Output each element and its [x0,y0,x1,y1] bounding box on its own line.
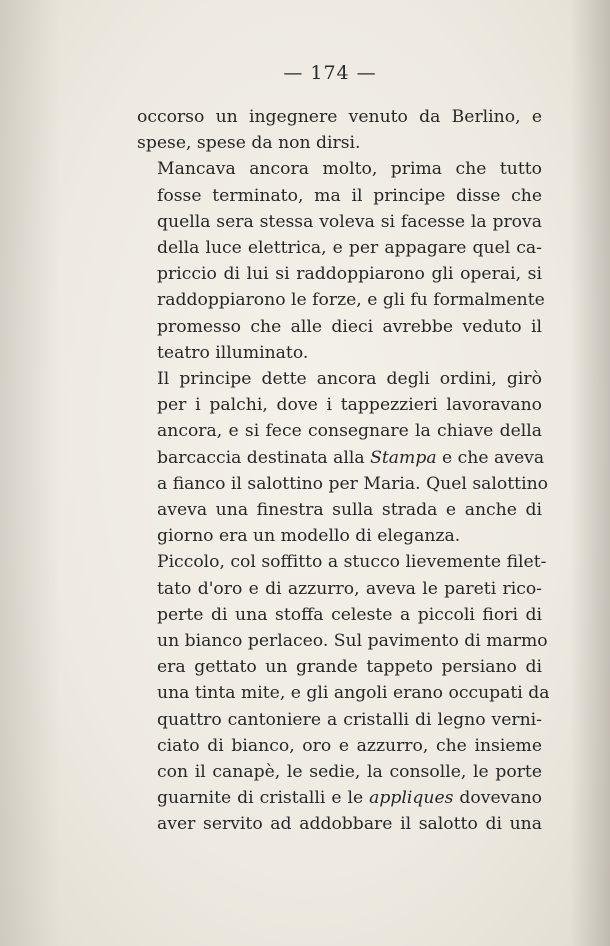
text-line: barcaccia destinata alla Stampa e che aveva [157,447,545,468]
text-line: aver servito ad addobbare il salotto di una [157,814,542,835]
text-line: era gettato un grande tappeto persiano di [157,657,542,678]
text-line: per i palchi, dove i tappezzieri lavoravano [157,395,542,416]
text-line: Mancava ancora molto, prima che tutto [157,159,542,180]
page-number: — 174 — [283,62,377,84]
text-line: una tinta mite, e gli angoli erano occupati da [157,683,550,704]
text-line: fosse terminato, ma il principe disse che [157,185,542,206]
page-shadow-left [0,0,60,946]
body-text [137,104,550,838]
text-line: raddoppiarono le forze, e gli fu formalmente [157,290,545,311]
text-line: perte di una stoffa celeste a piccoli fiori di [157,604,542,625]
text-line: della luce elettrica, e per appagare quel ca- [157,238,542,259]
text-line: guarnite di cristalli e le appliques dovevano [157,788,543,809]
text-line: promesso che alle dieci avrebbe veduto il [157,316,542,337]
text-line: teatro illuminato. [157,342,309,363]
italic-word: Stampa [370,447,437,468]
text-line: occorso un ingegnere venuto da Berlino, e [137,107,542,127]
italic-word: appliques [369,788,454,809]
text-line: quella sera stessa voleva si facesse la prova [157,211,542,232]
paragraph [137,104,542,156]
paragraph [137,156,545,366]
text-line: priccio di lui si raddoppiarono gli operai, si [157,264,542,285]
text-line: spese, spese da non dirsi. [137,133,361,154]
text-line: Piccolo, col soffitto a stucco lievemente filet- [157,552,547,573]
text-line: un bianco perlaceo. Sul pavimento di marmo [157,631,548,652]
text-line: con il canapè, le sedie, la consolle, le porte [157,762,542,783]
text-line: a fianco il salottino per Maria. Quel salottino [157,473,549,494]
paragraph [137,549,550,837]
text-line: ciato di bianco, oro e azzurro, che insieme [157,735,542,756]
text-line: giorno era un modello di eleganza. [157,526,461,547]
text-line: aveva una finestra sulla strada e anche di [157,500,542,521]
text-line: Il principe dette ancora degli ordini, girò [157,369,542,390]
text-line: tato d'oro e di azzurro, aveva le pareti rico- [157,578,542,599]
text-line: quattro cantoniere a cristalli di legno verni- [157,709,542,730]
paragraph [137,366,549,549]
text-line: ancora, e si fece consegnare la chiave della [157,421,542,442]
page-shadow-right [570,0,610,946]
